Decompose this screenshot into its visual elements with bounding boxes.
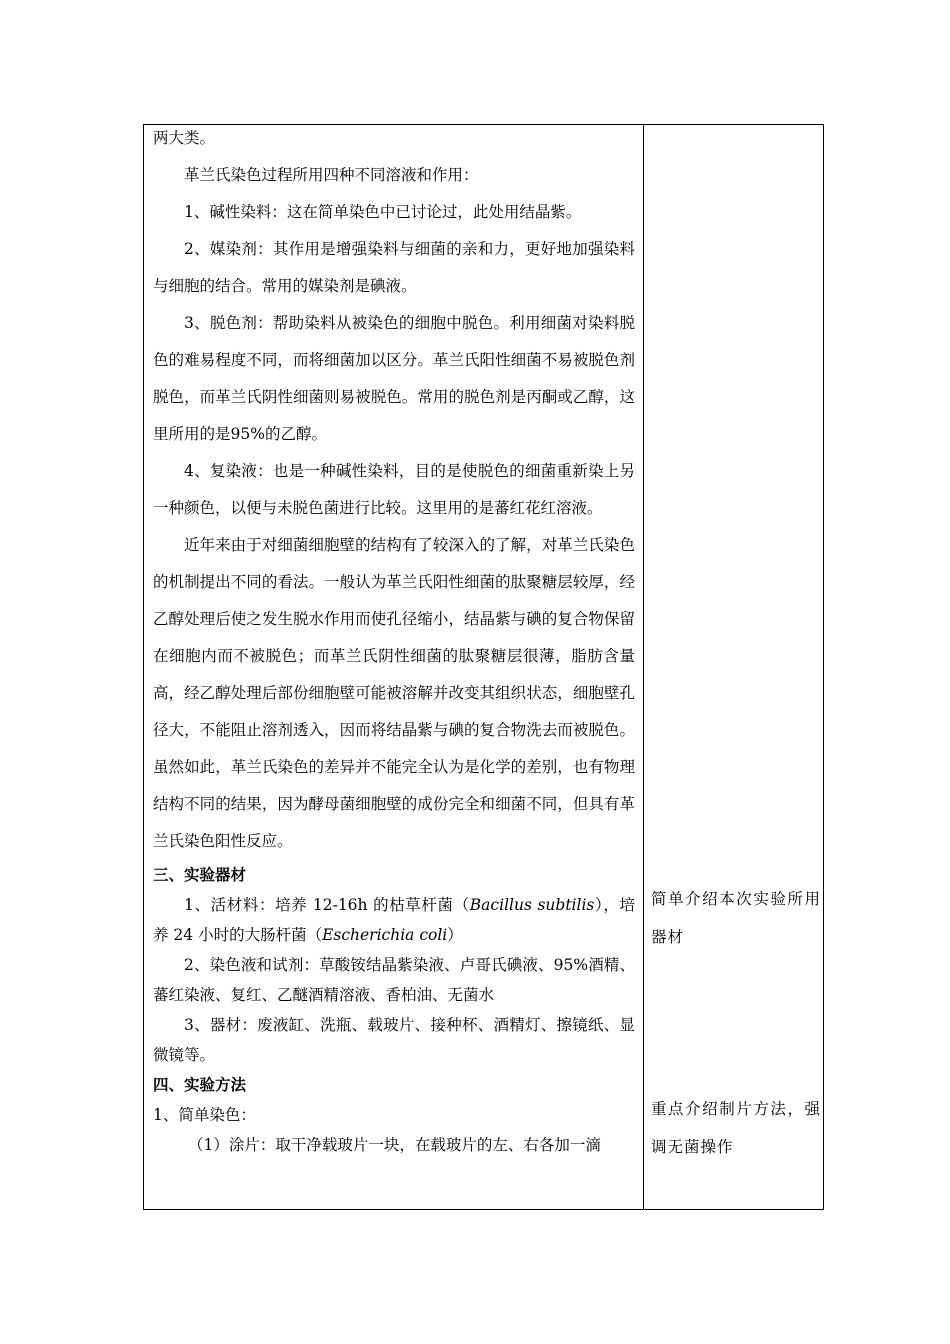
scientific-name: Bacillus subtilis xyxy=(469,896,595,914)
solution-item-4: 4、复染液：也是一种碱性染料，目的是使脱色的细菌重新染上另一种颜色，以便与未脱色菌进行比较。这里用的是蕃红花红溶液。 xyxy=(153,462,635,517)
mechanism-paragraph: 近年来由于对细菌细胞壁的结构有了较深入的了解，对革兰氏染色的机制提出不同的看法。一般认为革兰氏阳性细菌的肽聚糖层较厚，经乙醇处理后使之发生脱水作用而使孔径缩小，结晶紫与碘的复合物保留在细胞内而不被脱色；而革兰氏阴性细菌的肽聚糖层很薄，脂肪含量高，经乙醇处理后部份细胞壁可能被溶解并改变其组织状态，细胞壁孔径大，不能阻止溶剂透入，因而将结晶紫与碘的复合物洗去而被脱色。虽然如此，革兰氏染色的差异并不能完全认为是化学的差别，也有物理结构不同的结果，因为酵母菌细胞壁的成份完全和细菌不同，但具有革兰氏染色阳性反应。 xyxy=(153,536,635,850)
gram-stain-intro: 革兰氏染色过程所用四种不同溶液和作用： xyxy=(184,166,479,184)
materials-item-1: 1、活材料：培养 12-16h 的枯草杆菌（Bacillus subtilis），培养 24 小时的大肠杆菌（Escherichia coli） xyxy=(153,896,635,944)
solution-item-1: 1、碱性染料：这在简单染色中已讨论过，此处用结晶紫。 xyxy=(184,203,582,221)
column-divider xyxy=(643,124,644,1210)
materials-item-2: 2、染色液和试剂：草酸铵结晶紫染液、卢哥氏碘液、95%酒精、蕃红染液、复红、乙醚酒精溶液、香柏油、无菌水 xyxy=(153,956,635,1004)
materials-heading: 三、实验器材 xyxy=(153,866,247,884)
scientific-name: Escherichia coli xyxy=(322,926,448,944)
intro-end-paragraph: 两大类。 xyxy=(153,129,216,147)
method-simple-stain: 1、简单染色： xyxy=(153,1106,256,1124)
materials-item-3: 3、器材：废液缸、洗瓶、载玻片、接种杯、酒精灯、擦镜纸、显微镜等。 xyxy=(153,1016,635,1064)
note-materials: 简单介绍本次实验所用器材 xyxy=(651,890,821,946)
method-step-smear: （1）涂片：取干净载玻片一块，在载玻片的左、右各加一滴 xyxy=(188,1136,601,1154)
methods-heading: 四、实验方法 xyxy=(153,1076,247,1094)
solution-item-3: 3、脱色剂：帮助染料从被染色的细胞中脱色。利用细菌对染料脱色的难易程度不同，而将细菌加以区分。革兰氏阳性细菌不易被脱色剂脱色，而革兰氏阴性细菌则易被脱色。常用的脱色剂是丙酮或乙醇，这里所用的是95%的乙醇。 xyxy=(153,314,635,443)
main-content-column xyxy=(153,120,635,1160)
solution-item-2: 2、媒染剂：其作用是增强染料与细菌的亲和力，更好地加强染料与细胞的结合。常用的媒染剂是碘液。 xyxy=(153,240,635,295)
note-methods: 重点介绍制片方法，强调无菌操作 xyxy=(651,1100,821,1156)
